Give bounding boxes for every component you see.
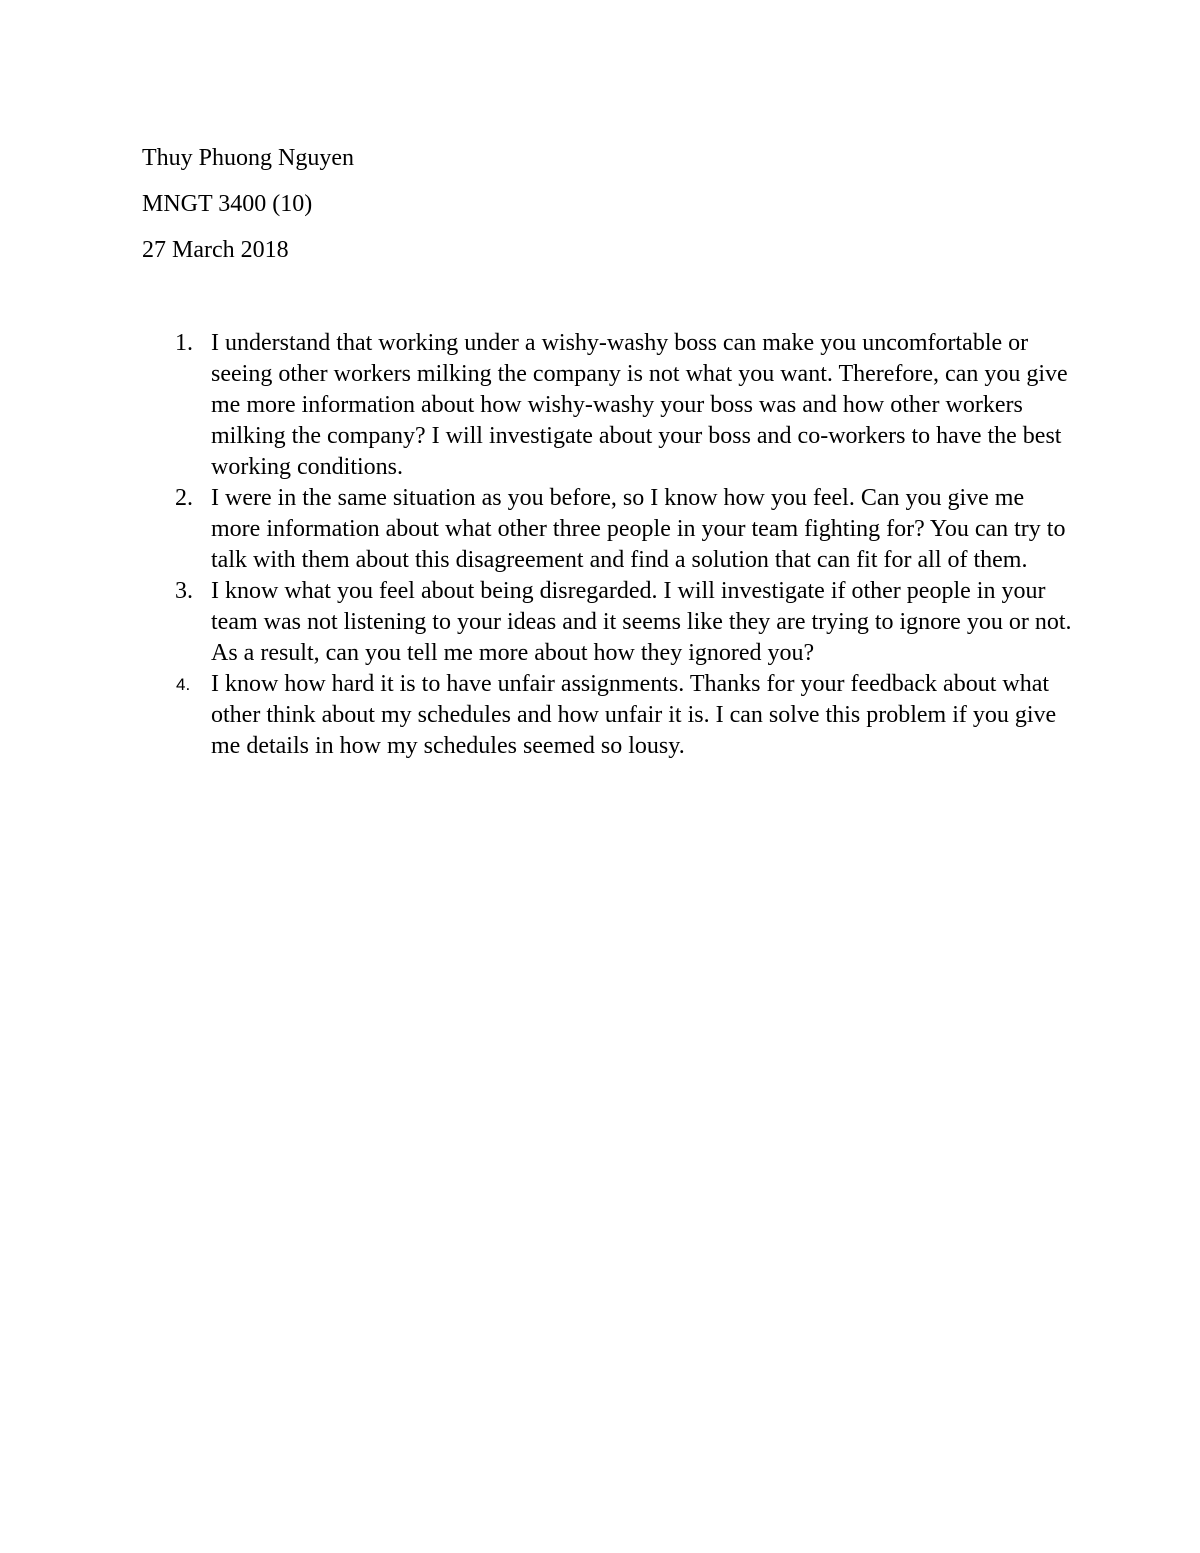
list-item-number: 4. [176, 675, 191, 694]
list-item-number: 2. [175, 485, 193, 511]
list-item-number: 3. [175, 578, 193, 604]
list-item [142, 669, 1072, 762]
list-item-text: I know how hard it is to have unfair assignments. Thanks for your feedback about what other think about my schedules and how unfair it is. I can solve this problem if you give me details in how my schedules seemed so lousy. [211, 671, 1057, 759]
list-item-text: I understand that working under a wishy-washy boss can make you uncomfortable or seeing other workers milking the company is not what you want. Therefore, can you give me more information about how wishy-washy your boss was and how other workers milking the company? I will investigate about your boss and co-workers to have the best working conditions. [211, 330, 1068, 480]
author-name: Thuy Phuong Nguyen [142, 145, 354, 171]
list-item [142, 328, 1072, 483]
course-code: MNGT 3400 (10) [142, 191, 313, 217]
list-item [142, 483, 1072, 576]
list-item [142, 576, 1072, 669]
list-item-text: I know what you feel about being disregarded. I will investigate if other people in your team was not listening to your ideas and it seems like they are trying to ignore you or not. As a result, can you tell me more about how they ignored you? [211, 578, 1072, 666]
list-item-number: 1. [175, 330, 193, 356]
list-item-text: I were in the same situation as you before, so I know how you feel. Can you give me more information about what other three people in your team fighting for? You can try to talk with them about this disagreement and find a solution that can fit for all of them. [211, 485, 1066, 573]
response-list [142, 328, 1072, 762]
document-date: 27 March 2018 [142, 237, 289, 263]
